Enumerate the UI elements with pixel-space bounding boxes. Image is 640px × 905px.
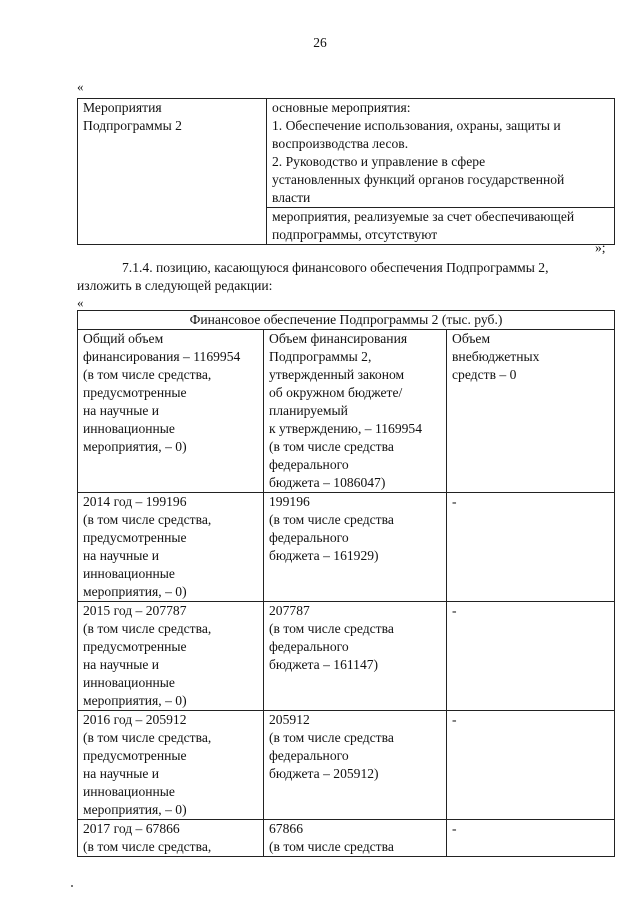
total-volume-line: (в том числе средства,: [83, 367, 212, 382]
financing-caption-text: Финансовое обеспечение Подпрограммы 2 (тыс. руб.): [189, 312, 503, 327]
budget-volume-line: бюджета – 1086047): [269, 475, 386, 490]
total-volume-line: предусмотренные: [83, 385, 187, 400]
year-extrabudget-cell: [447, 711, 615, 820]
year-budget-line: бюджета – 161147): [269, 657, 379, 672]
budget-volume-line: федерального: [269, 457, 349, 472]
year-total-line: инновационные: [83, 784, 175, 799]
year-budget-line: (в том числе средства: [269, 839, 394, 854]
extrabudget-volume-line: средств – 0: [452, 367, 517, 382]
year-total-cell: [78, 602, 264, 711]
budget-volume-line: (в том числе средства: [269, 439, 394, 454]
events-row-main: [78, 99, 615, 208]
year-total-line: на научные и: [83, 657, 160, 672]
budget-volume-line: планируемый: [269, 403, 348, 418]
year-total-line: (в том числе средства,: [83, 730, 212, 745]
year-total-line: на научные и: [83, 548, 160, 563]
financing-table: [77, 310, 615, 857]
year-total-line: 2016 год – 205912: [83, 712, 187, 727]
total-volume-line: на научные и: [83, 403, 160, 418]
total-volume-line: Общий объем: [83, 331, 164, 346]
main-events-line: воспроизводства лесов.: [272, 136, 409, 151]
table-row: [78, 493, 615, 602]
year-budget-cell: [264, 820, 447, 857]
budget-volume-line: Подпрограммы 2,: [269, 349, 372, 364]
year-budget-line: бюджета – 205912): [269, 766, 379, 781]
extrabudget-volume-line: Объем: [452, 331, 491, 346]
year-total-line: мероприятия, – 0): [83, 584, 187, 599]
financing-header-row: [78, 330, 615, 493]
year-total-line: инновационные: [83, 566, 175, 581]
year-budget-cell: [264, 602, 447, 711]
page-number: 26: [313, 35, 327, 50]
year-budget-line: федерального: [269, 639, 349, 654]
main-events-line: основные мероприятия:: [272, 100, 411, 115]
total-volume-cell: [78, 330, 264, 493]
main-events-line: 2. Руководство и управление в сфере: [272, 154, 486, 169]
year-total-line: (в том числе средства,: [83, 839, 212, 854]
year-total-line: (в том числе средства,: [83, 512, 212, 527]
opening-quote: «: [77, 79, 84, 94]
year-budget-line: (в том числе средства: [269, 512, 394, 527]
additional-events-line: мероприятия, реализуемые за счет обеспечивающей: [272, 209, 575, 224]
year-total-line: предусмотренные: [83, 530, 187, 545]
main-events-line: 1. Обеспечение использования, охраны, защиты и: [272, 118, 561, 133]
year-total-line: мероприятия, – 0): [83, 693, 187, 708]
budget-volume-line: утвержденный законом: [269, 367, 405, 382]
additional-events-line: подпрограммы, отсутствуют: [272, 227, 438, 242]
year-budget-line: (в том числе средства: [269, 621, 394, 636]
closing-quote: »;: [595, 240, 606, 255]
main-events-cell: [267, 99, 615, 208]
year-budget-line: 67866: [269, 821, 303, 836]
year-budget-cell: [264, 711, 447, 820]
year-extrabudget-value: -: [452, 603, 457, 618]
budget-volume-cell: [264, 330, 447, 493]
total-volume-line: мероприятия, – 0): [83, 439, 187, 454]
year-budget-line: бюджета – 161929): [269, 548, 379, 563]
additional-events-cell: [267, 208, 615, 245]
year-budget-line: федерального: [269, 748, 349, 763]
main-events-line: власти: [272, 190, 311, 205]
year-total-line: инновационные: [83, 675, 175, 690]
year-total-line: (в том числе средства,: [83, 621, 212, 636]
events-label-cell: [78, 99, 267, 245]
events-label-line: Мероприятия: [83, 100, 162, 115]
year-total-line: на научные и: [83, 766, 160, 781]
extrabudget-volume-line: внебюджетных: [452, 349, 540, 364]
year-budget-line: федерального: [269, 530, 349, 545]
year-total-cell: [78, 711, 264, 820]
year-total-line: предусмотренные: [83, 639, 187, 654]
year-extrabudget-value: -: [452, 712, 457, 727]
year-total-cell: [78, 493, 264, 602]
total-volume-line: финансирования – 1169954: [83, 349, 241, 364]
main-events-line: установленных функций органов государственной: [272, 172, 565, 187]
paragraph-line-2: изложить в следующей редакции:: [77, 278, 273, 293]
financing-caption-row: [78, 311, 615, 330]
year-extrabudget-cell: [447, 820, 615, 857]
budget-volume-line: Объем финансирования: [269, 331, 408, 346]
year-extrabudget-cell: [447, 602, 615, 711]
year-total-line: 2015 год – 207787: [83, 603, 187, 618]
year-total-line: предусмотренные: [83, 748, 187, 763]
total-volume-line: инновационные: [83, 421, 175, 436]
year-extrabudget-cell: [447, 493, 615, 602]
year-budget-line: 205912: [269, 712, 310, 727]
events-label-line: Подпрограммы 2: [83, 118, 182, 133]
financing-caption: [78, 311, 615, 330]
table-row: [78, 602, 615, 711]
year-extrabudget-value: -: [452, 494, 457, 509]
paragraph-line-1: 7.1.4. позицию, касающуюся финансового обеспечения Подпрограммы 2,: [122, 260, 549, 275]
year-budget-cell: [264, 493, 447, 602]
year-total-line: мероприятия, – 0): [83, 802, 187, 817]
table-row: [78, 820, 615, 857]
year-total-line: 2017 год – 67866: [83, 821, 180, 836]
opening-quote-2: «: [77, 295, 84, 310]
table-row: [78, 711, 615, 820]
year-budget-line: 199196: [269, 494, 310, 509]
year-total-cell: [78, 820, 264, 857]
extrabudget-volume-cell: [447, 330, 615, 493]
budget-volume-line: об окружном бюджете/: [269, 385, 403, 400]
year-budget-line: (в том числе средства: [269, 730, 394, 745]
year-total-line: 2014 год – 199196: [83, 494, 187, 509]
scan-speck: [71, 885, 73, 887]
year-budget-line: 207787: [269, 603, 310, 618]
year-extrabudget-value: -: [452, 821, 457, 836]
events-table: [77, 98, 615, 245]
budget-volume-line: к утверждению, – 1169954: [269, 421, 423, 436]
